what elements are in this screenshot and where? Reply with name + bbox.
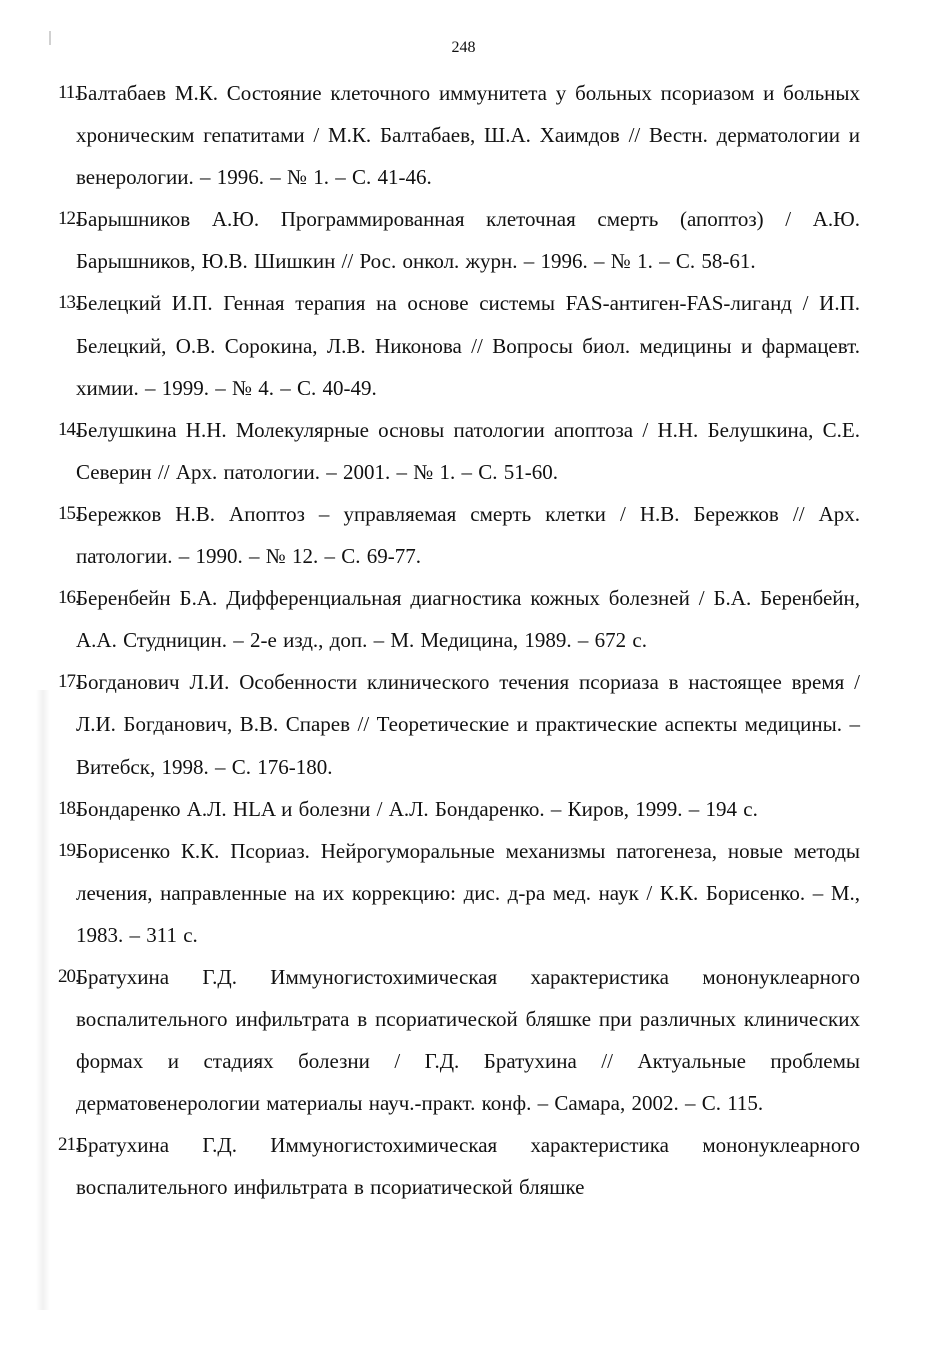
- reference-number: 12.: [58, 208, 79, 230]
- reference-item: [58, 72, 860, 198]
- reference-item: [58, 788, 860, 830]
- reference-number: 21.: [58, 1134, 79, 1156]
- reference-text: Беренбейн Б.А. Дифференциальная диагностика кожных болезней / Б.А. Беренбейн, А.А. Студницин. – 2-е изд., доп. – М. Медицина, 1989. – 672 с.: [76, 586, 860, 653]
- reference-text: Барышников А.Ю. Программированная клеточная смерть (апоптоз) / А.Ю. Барышников, Ю.В. Шишкин // Рос. онкол. журн. – 1996. – № 1. – С. 58-61.: [76, 207, 860, 274]
- reference-number: 17.: [58, 671, 79, 693]
- reference-text: Борисенко К.К. Псориаз. Нейрогуморальные механизмы патогенеза, новые методы лечения, направленные на их коррекцию: дис. д-ра мед. наук / К.К. Борисенко. – М., 1983. – 311 с.: [76, 838, 860, 947]
- reference-number: 14.: [58, 418, 79, 440]
- reference-item: [58, 956, 860, 1124]
- reference-item: [58, 493, 860, 577]
- reference-item: [58, 577, 860, 661]
- reference-text: Белушкина Н.Н. Молекулярные основы патологии апоптоза / Н.Н. Белушкина, С.Е. Северин // Арх. патологии. – 2001. – № 1. – С. 51-60.: [76, 417, 860, 484]
- reference-text: Богданович Л.И. Особенности клинического течения псориаза в настоящее время / Л.И. Богданович, В.В. Спарев // Теоретические и практические аспекты медицины. – Витебск, 1998. – С. 176-180.: [76, 670, 860, 779]
- reference-item: [58, 198, 860, 282]
- reference-number: 16.: [58, 587, 79, 609]
- reference-item: [58, 1124, 860, 1208]
- reference-item: [58, 282, 860, 408]
- reference-number: 11.: [58, 82, 79, 103]
- reference-number: 20.: [58, 965, 79, 987]
- reference-number: 15.: [58, 502, 79, 524]
- reference-number: 18.: [58, 797, 79, 819]
- reference-item: [58, 661, 860, 787]
- page-number: 248: [451, 39, 476, 56]
- reference-item: [58, 409, 860, 493]
- reference-number: 13.: [58, 292, 79, 314]
- reference-list: [58, 72, 860, 1209]
- reference-text: Братухина Г.Д. Иммуногистохимическая характеристика мононуклеарного воспалительного инфильтрата в псориатической бляшке: [76, 1133, 860, 1200]
- reference-text: Белецкий И.П. Генная терапия на основе системы FAS-антиген-FAS-лиганд / И.П. Белецкий, О.В. Сорокина, Л.В. Никонова // Вопросы биол. медицины и фармацевт. химии. – 1999. – № 4. – С. 40-49.: [76, 291, 860, 400]
- scan-shadow: [36, 690, 50, 1310]
- reference-text: Бондаренко А.Л. HLA и болезни / А.Л. Бондаренко. – Киров, 1999. – 194 с.: [76, 796, 758, 821]
- reference-text: Балтабаев М.К. Состояние клеточного иммунитета у больных псориазом и больных хроническим гепатитами / М.К. Балтабаев, Ш.А. Хаимдов // Вестн. дерматологии и венерологии. – 1996. – № 1. – С. 41-46.: [76, 81, 860, 190]
- reference-text: Бережков Н.В. Апоптоз – управляемая смерть клетки / Н.В. Бережков // Арх. патологии. – 1990. – № 12. – С. 69-77.: [76, 501, 860, 569]
- reference-text: Братухина Г.Д. Иммуногистохимическая характеристика мононуклеарного воспалительного инфильтрата в псориатической бляшке при различных клинических формах и стадиях болезни / Г.Д. Братухина // Актуальные проблемы дерматовенерологии материалы науч.-практ. конф. – Самара, 2002. – С. 115.: [76, 964, 860, 1116]
- reference-item: [58, 830, 860, 956]
- reference-number: 19.: [58, 839, 79, 861]
